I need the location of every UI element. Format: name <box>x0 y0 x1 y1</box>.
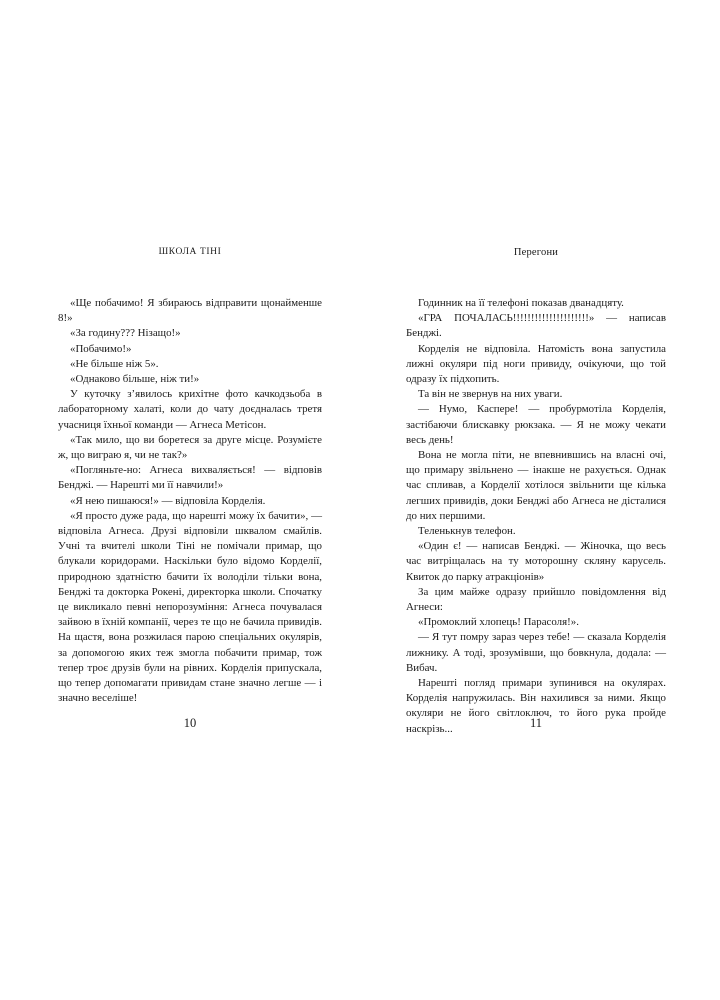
paragraph: «Промоклий хлопець! Парасоля!». <box>418 616 579 629</box>
running-head: ШКОЛА ТІНІ <box>158 247 222 257</box>
paragraph: — Я тут помру зараз через тебе! — сказала Корделія лижнику. А тоді, зрозумівши, що бовкнула, додала: — Вибач. <box>406 631 666 674</box>
paragraph: Нарешті погляд примари зупинився на окулярах. Корделія напружилась. Він нахилився за ними. Якщо окуляри не його світлоключ, то його рука пройде наскрізь... <box>406 677 666 735</box>
body-text <box>58 296 322 706</box>
paragraph: За цим майже одразу прийшло повідомлення від Агнеси: <box>406 585 666 614</box>
left-page <box>58 0 322 1000</box>
paragraph: «Так мило, що ви боретеся за друге місце. Розумієте ж, що виграю я, чи не так?» <box>58 433 322 462</box>
paragraph: «Однаково більше, ніж ти!» <box>70 373 200 386</box>
paragraph: «Побачимо!» <box>70 342 132 355</box>
paragraph: «Я нею пишаюся!» — відповіла Корделія. <box>70 494 266 507</box>
page-number: 10 <box>183 716 197 730</box>
paragraph: «Я просто дуже рада, що нарешті можу їх бачити», — відповіла Агнеса. Друзі відповіли шквалом смайлів. Учні та вчителі школи Тіні не помічали примар, що блукали коридорами. Наскільки було відомо Корделії, природною здатністю бачити їх володіли тільки вона, Бенджі та докторка Рокені, директорка школи. Спочатку це викликало певні непорозуміння: Агнеса почувалася зайвою в їхній компанії, через те що не бачила привидів. На щастя, вона розжилася парою спеціальних окулярів, за допомогою яких теж змогла побачити примар, тож тепер троє друзів були на рівних. Корделія припускала, що тепер допомагати привидам стане значно легше — і значно веселіше! <box>58 509 322 705</box>
paragraph: — Нумо, Каспере! — пробурмотіла Корделія, застібаючи блискавку рюкзака. — Я не можу чекати весь день! <box>406 403 666 446</box>
paragraph: Вона не могла піти, не впевнившись на власні очі, що примару звільнено — інакше не рахується. Однак час спливав, а Корделії хотілося звільнити ще кілька легших привидів, доки Бенджі або Агнеса не дісталися до них першими. <box>406 449 666 522</box>
body-text <box>406 296 666 737</box>
paragraph: «Один є! — написав Бенджі. — Жіночка, що весь час витріщалась на ту моторошну скляну карусель. Квиток до парку атракціонів» <box>406 540 666 583</box>
paragraph: «ГРА ПОЧАЛАСЬ!!!!!!!!!!!!!!!!!!!!!» — написав Бенджі. <box>406 312 666 340</box>
running-head: Перегони <box>513 247 559 258</box>
paragraph: «За годину??? Нізащо!» <box>70 327 181 340</box>
paragraph: Теленькнув телефон. <box>418 525 516 538</box>
page-number: 11 <box>529 716 543 730</box>
paragraph: «Не більше ніж 5». <box>70 357 159 370</box>
paragraph: Та він не звернув на них уваги. <box>418 388 563 401</box>
paragraph: Годинник на її телефоні показав дванадцяту. <box>418 297 624 309</box>
right-page <box>406 0 666 1000</box>
paragraph: «Ще побачимо! Я збираюсь відправити щонайменше 8!» <box>58 297 322 325</box>
paragraph: «Погляньте-но: Агнеса вихваляється! — відповів Бенджі. — Нарешті ми її навчили!» <box>58 464 322 492</box>
paragraph: У куточку з’явилось крихітне фото качкодзьоба в лабораторному халаті, коли до чату доєдналась третя учасниця їхньої команди — Агнеса Метісон. <box>58 388 322 431</box>
paragraph: Корделія не відповіла. Натомість вона запустила лижні окуляри під ноги привиду, очікуючи, що той одразу їх підхопить. <box>406 342 666 386</box>
